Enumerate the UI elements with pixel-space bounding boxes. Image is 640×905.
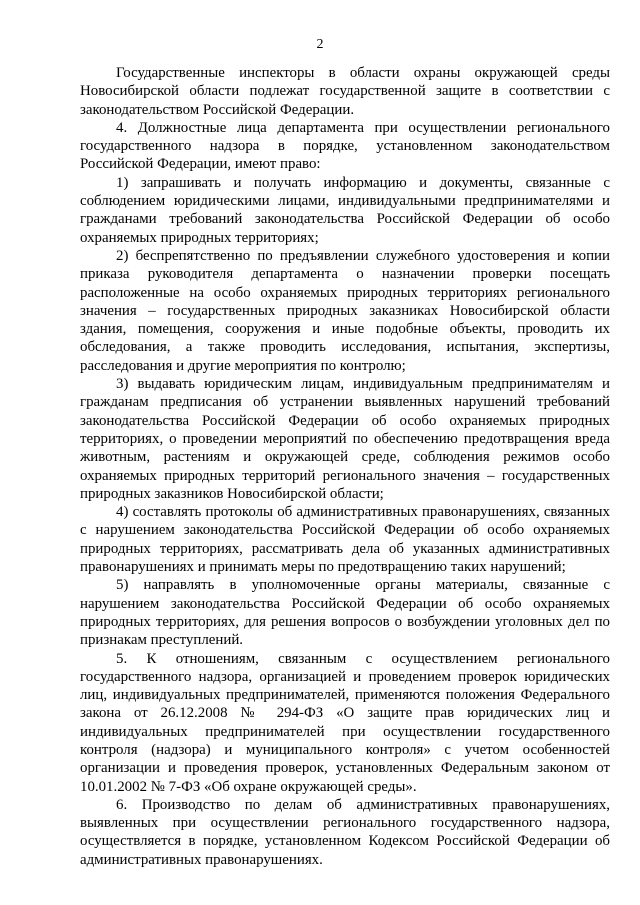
paragraph-4-rights-intro: 4. Должностные лица департамента при осуществлении регионального государственного надзора в порядке, установленном законодательством Российской Федерации, имеют право: (80, 119, 610, 173)
list-item-3-issue-orders: 3) выдавать юридическим лицам, индивидуальным предпринимателям и гражданам предписания об устранении выявленных нарушений требований законодательства Российской Федерации об особо охраняемых природных территориях, о проведении мероприятий по обеспечению предотвращения вреда животным, растениям и окружающей среде, соблюдения режимов особо охраняемых природных территорий регионального значения – государственных природных заказников Новосибирской области; (80, 376, 610, 502)
paragraph-5-federal-law: 5. К отношениям, связанным с осуществлением регионального государственного надзора, организацией и проведением проверок юридических лиц, индивидуальных предпринимателей, применяются положения Федерального закона от 26.12.2008 № 294-ФЗ «О защите прав юридических лиц и индивидуальных предпринимателей при осуществлении государственного контроля (надзора) и муниципального контроля» с учетом особенностей организации и проведения проверок, установленных Федеральным законом от 10.01.2002 № 7-ФЗ «Об охране окружающей среды». (80, 650, 610, 795)
page-number: 2 (316, 37, 324, 52)
list-item-1-request-information: 1) запрашивать и получать информацию и документы, связанные с соблюдением юридическими лицами, индивидуальными предпринимателями и гражданами требований законодательства Российской Федерации об особо охраняемых природных территориях; (80, 174, 610, 246)
list-item-2-visit-objects: 2) беспрепятственно по предъявлении служебного удостоверения и копии приказа руководителя департамента о назначении проверки посещать расположенные на особо охраняемых природных территориях регионального значения – государственных природных заказниках Новосибирской области здания, помещения, сооружения и иные подобные объекты, проводить их обследования, а также проводить исследования, испытания, экспертизы, расследования и другие мероприятия по контролю; (80, 247, 610, 374)
document-body (80, 64, 610, 869)
list-item-4-draw-protocols: 4) составлять протоколы об административных правонарушениях, связанных с нарушением законодательства Российской Федерации об особо охраняемых природных территориях, рассматривать дела об указанных административных правонарушениях и принимать меры по предотвращению таких нарушений; (80, 504, 610, 576)
paragraph-6-administrative-proceedings: 6. Производство по делам об административных правонарушениях, выявленных при осуществлении регионального государственного надзора, осуществляется в порядке, установленном Кодексом Российской Федерации об административных правонарушениях. (80, 796, 610, 868)
list-item-5-send-materials: 5) направлять в уполномоченные органы материалы, связанные с нарушением законодательства Российской Федерации об особо охраняемых природных территориях, для решения вопросов о возбуждении уголовных дел по признакам преступлений. (80, 577, 610, 649)
paragraph-inspectors-protection: Государственные инспекторы в области охраны окружающей среды Новосибирской области подлежат государственной защите в соответствии с законодательством Российской Федерации. (80, 65, 610, 118)
